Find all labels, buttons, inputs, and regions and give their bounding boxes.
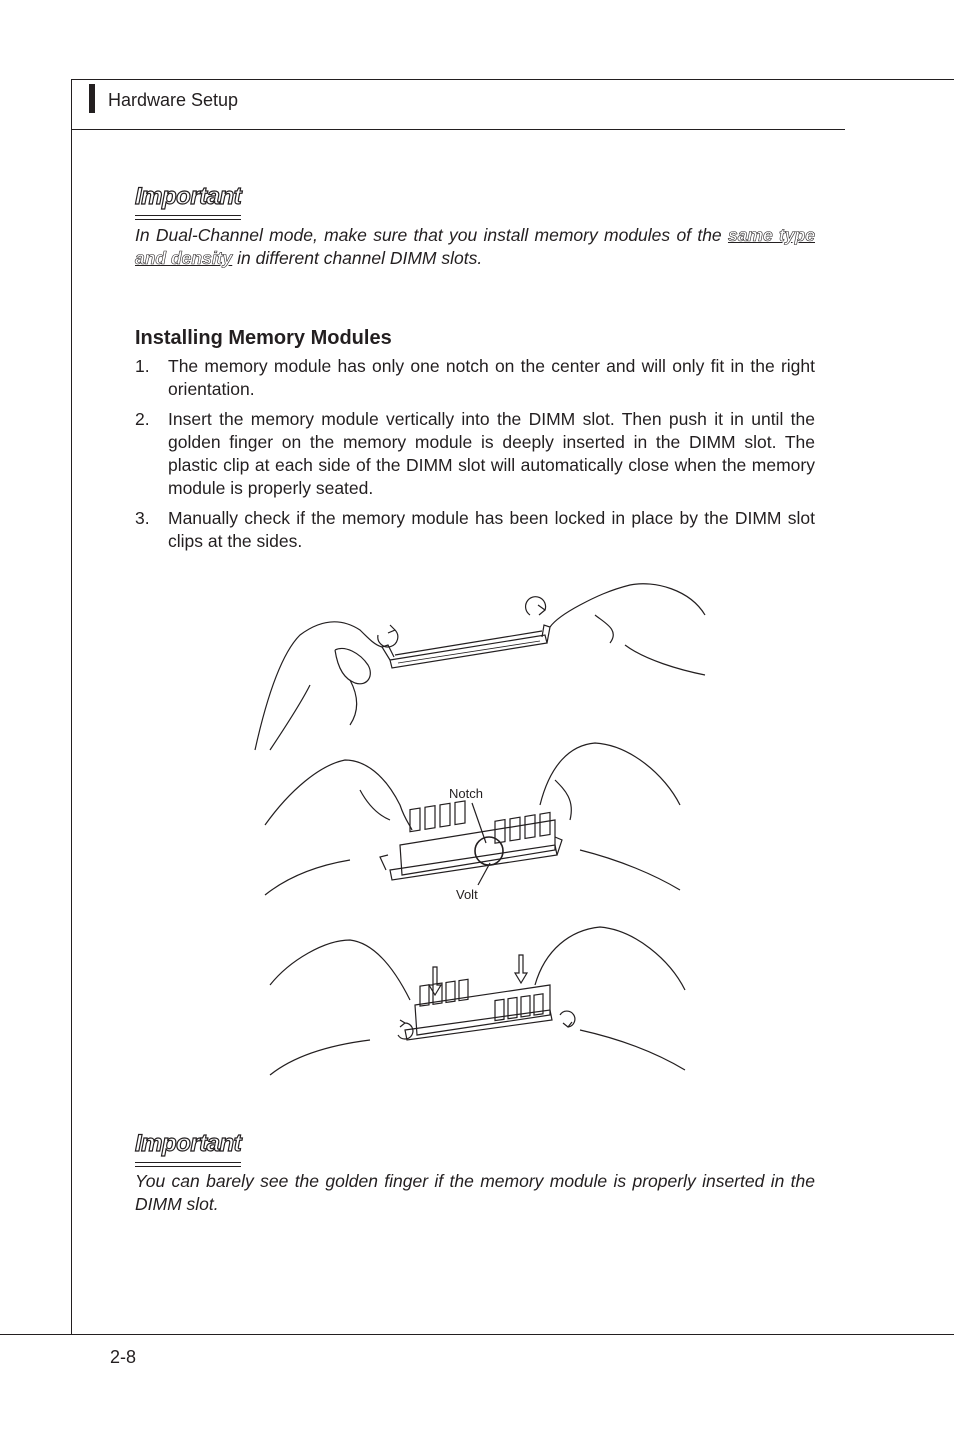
- note-1-text-before: In Dual-Channel mode, make sure that you install memory modules of the: [135, 225, 728, 245]
- note-1-highlight: same type and density: [135, 225, 815, 268]
- header-marker-bar: [89, 84, 95, 113]
- note-1-text-after: in different channel DIMM slots.: [232, 248, 483, 268]
- page-left-rule: [71, 79, 72, 1335]
- header-bottom-rule: [71, 129, 845, 130]
- notch-label: Notch: [449, 786, 483, 801]
- step-text: Insert the memory module vertically into the DIMM slot. Then push it in until the golden finger on the memory module is deeply inserted in the DIMM slot. The plastic clip at each side of the DIMM slot will automatically close when the memory module is properly seated.: [168, 409, 815, 498]
- header-top-rule: [71, 79, 954, 80]
- step-item: [135, 355, 815, 401]
- running-header-title: Hardware Setup: [108, 90, 239, 110]
- important-note-1: [135, 224, 815, 270]
- panel-insert-module: [265, 743, 680, 902]
- step-item: [135, 507, 815, 553]
- step-number: 1.: [135, 356, 150, 376]
- panel-lock-module: [270, 927, 685, 1075]
- step-item: [135, 408, 815, 500]
- footer-rule: [0, 1334, 954, 1335]
- page-number: 2-8: [110, 1347, 137, 1367]
- step-number: 3.: [135, 508, 150, 528]
- important-heading-2: Important: [135, 1130, 241, 1163]
- panel-open-slot: [255, 584, 705, 750]
- memory-installation-illustration: [250, 575, 710, 1085]
- step-text: The memory module has only one notch on the center and will only fit in the right orientation.: [168, 356, 815, 399]
- step-number: 2.: [135, 409, 150, 429]
- step-text: Manually check if the memory module has been locked in place by the DIMM slot clips at the sides.: [168, 508, 815, 551]
- installation-steps: [135, 355, 815, 560]
- important-heading-1: Important: [135, 183, 241, 216]
- volt-label: Volt: [456, 887, 478, 902]
- important-note-2: You can barely see the golden finger if the memory module is properly inserted in the DIMM slot.: [135, 1171, 815, 1214]
- section-title: Installing Memory Modules: [135, 327, 392, 349]
